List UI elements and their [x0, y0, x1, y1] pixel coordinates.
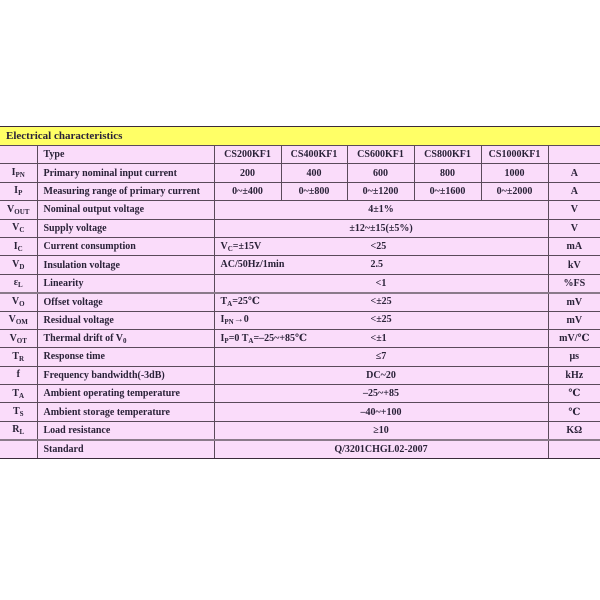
value-text: 2.5 — [370, 259, 383, 271]
parameter-name: Insulation voltage — [37, 256, 214, 274]
parameter-name: Frequency bandwidth(-3dB) — [37, 366, 214, 384]
condition-rest: =25℃ — [232, 296, 260, 308]
parameter-name: Standard — [37, 440, 214, 458]
symbol-subscript: R — [19, 354, 25, 363]
value-cell — [214, 256, 548, 274]
type-row — [0, 146, 600, 164]
symbol-subscript: D — [19, 263, 25, 272]
condition-main: I — [220, 314, 225, 326]
symbol-cell — [0, 311, 37, 329]
parameter-name: Ambient operating temperature — [37, 385, 214, 403]
value-cell: 4±1% — [214, 201, 548, 219]
condition-subscript: C — [227, 244, 233, 253]
unit-cell: A — [548, 182, 600, 200]
value-cell: 0~±2000 — [481, 182, 548, 200]
symbol-main: I — [14, 185, 19, 197]
parameter-name: Measuring range of primary current — [37, 182, 214, 200]
symbol-subscript: A — [19, 391, 25, 400]
condition-rest: =–25~+85℃ — [253, 332, 308, 344]
symbol-subscript: L — [19, 428, 25, 437]
parameter-name: Nominal output voltage — [37, 201, 214, 219]
symbol-cell — [0, 274, 37, 292]
model-header: CS1000KF1 — [481, 146, 548, 164]
table-row — [0, 385, 600, 403]
value-cell — [214, 329, 548, 347]
condition-subscript: P — [224, 336, 229, 345]
symbol-subscript: OT — [16, 336, 27, 345]
symbol-subscript: OUT — [14, 207, 30, 216]
value-cell: 0~±800 — [281, 182, 347, 200]
value-cell: ≥10 — [214, 421, 548, 439]
table-row — [0, 182, 600, 200]
symbol-cell — [0, 385, 37, 403]
unit-cell — [548, 146, 600, 164]
symbol-subscript: L — [18, 281, 23, 290]
value-cell: 400 — [281, 164, 347, 182]
condition-value-group — [221, 241, 544, 253]
symbol-cell — [0, 421, 37, 439]
parameter-name: Ambient storage temperature — [37, 403, 214, 421]
value-text: <±25 — [370, 314, 392, 326]
value-cell: 1000 — [481, 164, 548, 182]
symbol-main: V — [12, 259, 20, 271]
symbol-cell — [0, 182, 37, 200]
symbol-cell — [0, 237, 37, 255]
model-header: CS600KF1 — [347, 146, 414, 164]
condition-value-group — [221, 333, 544, 345]
symbol-main: V — [12, 222, 20, 234]
symbol-subscript: O — [19, 300, 25, 309]
parameter-name: Load resistance — [37, 421, 214, 439]
unit-cell: mV — [548, 311, 600, 329]
symbol-cell — [0, 219, 37, 237]
condition-subscript: A — [227, 300, 233, 309]
unit-cell: mV/℃ — [548, 329, 600, 347]
model-header: CS200KF1 — [214, 146, 281, 164]
condition-text — [221, 296, 371, 308]
condition-rest: →0 — [233, 314, 249, 326]
table-row — [0, 256, 600, 274]
unit-cell: A — [548, 164, 600, 182]
parameter-name — [37, 329, 214, 347]
symbol-subscript: P — [18, 189, 23, 198]
symbol-cell — [0, 293, 37, 311]
electrical-characteristics-table — [0, 126, 600, 459]
table-row — [0, 403, 600, 421]
parameter-name: Linearity — [37, 274, 214, 292]
table-row — [0, 440, 600, 458]
condition-main: I — [220, 332, 225, 344]
symbol-cell — [0, 164, 37, 182]
unit-cell — [548, 440, 600, 458]
parameter-name: Current consumption — [37, 237, 214, 255]
table-row — [0, 366, 600, 384]
table-row — [0, 237, 600, 255]
symbol-subscript: C — [19, 226, 25, 235]
table-title: Electrical characteristics — [0, 127, 600, 146]
table-row — [0, 293, 600, 311]
table-row — [0, 421, 600, 439]
value-cell: DC~20 — [214, 366, 548, 384]
condition-value-group — [221, 314, 544, 326]
symbol-cell — [0, 348, 37, 366]
value-cell: Q/3201CHGL02-2007 — [214, 440, 548, 458]
symbol-main: T — [12, 350, 20, 362]
table-row — [0, 274, 600, 292]
symbol-cell — [0, 403, 37, 421]
value-cell — [214, 237, 548, 255]
condition-text — [221, 259, 371, 271]
symbol-main: V — [7, 203, 15, 215]
value-cell: –25~+85 — [214, 385, 548, 403]
unit-cell: μs — [548, 348, 600, 366]
parameter-subscript: 0 — [123, 336, 127, 345]
symbol-main: V — [9, 332, 17, 344]
unit-cell: kV — [548, 256, 600, 274]
table-title-row — [0, 127, 600, 146]
parameter-name: Response time — [37, 348, 214, 366]
value-cell: 0~±400 — [214, 182, 281, 200]
parameter-name: Offset voltage — [37, 293, 214, 311]
value-cell: 600 — [347, 164, 414, 182]
value-text: <±25 — [370, 296, 392, 308]
unit-cell: V — [548, 219, 600, 237]
table-row — [0, 164, 600, 182]
model-header: CS800KF1 — [414, 146, 481, 164]
symbol-cell — [0, 329, 37, 347]
symbol-main: V — [11, 296, 20, 308]
condition-rest: =±15V — [232, 240, 262, 252]
condition-subscript: PN — [224, 318, 234, 327]
table-row — [0, 329, 600, 347]
unit-cell: ℃ — [548, 385, 600, 403]
value-cell: ≤7 — [214, 348, 548, 366]
symbol-subscript: C — [17, 244, 23, 253]
symbol-main: T — [12, 406, 20, 418]
unit-cell: mV — [548, 293, 600, 311]
value-cell: 800 — [414, 164, 481, 182]
value-cell: –40~+100 — [214, 403, 548, 421]
unit-cell: V — [548, 201, 600, 219]
value-cell: 0~±1200 — [347, 182, 414, 200]
condition-main: V — [220, 240, 228, 252]
condition-value-group — [221, 296, 544, 308]
condition-main: T — [220, 296, 228, 308]
symbol-subscript: PN — [15, 171, 25, 180]
symbol-main: V — [8, 314, 16, 326]
condition-subscript: A — [248, 336, 254, 345]
value-cell — [214, 311, 548, 329]
symbol-main: T — [12, 387, 20, 399]
symbol-main: R — [12, 424, 20, 436]
table-row — [0, 311, 600, 329]
symbol-cell — [0, 256, 37, 274]
symbol-subscript: OM — [15, 318, 28, 327]
table-row — [0, 219, 600, 237]
value-cell: <1 — [214, 274, 548, 292]
symbol-subscript: S — [19, 410, 24, 419]
type-label: Type — [37, 146, 214, 164]
value-cell: ±12~±15(±5%) — [214, 219, 548, 237]
value-cell — [214, 293, 548, 311]
table-row — [0, 201, 600, 219]
condition-text — [221, 333, 371, 345]
parameter-name: Residual voltage — [37, 311, 214, 329]
value-cell: 0~±1600 — [414, 182, 481, 200]
symbol-main: I — [11, 167, 16, 179]
symbol-main: I — [13, 240, 18, 252]
unit-cell: %FS — [548, 274, 600, 292]
condition-text — [221, 314, 371, 326]
parameter-text: Thermal drift of V — [43, 332, 124, 344]
symbol-cell — [0, 201, 37, 219]
symbol-main: ε — [13, 277, 19, 289]
model-header: CS400KF1 — [281, 146, 347, 164]
value-cell: 200 — [214, 164, 281, 182]
condition-rest: =0 T — [228, 332, 249, 344]
condition-text — [221, 241, 371, 253]
unit-cell: mA — [548, 237, 600, 255]
symbol-main: f — [16, 369, 20, 381]
value-text: <25 — [370, 240, 387, 252]
unit-cell: kHz — [548, 366, 600, 384]
unit-cell: KΩ — [548, 421, 600, 439]
table-body — [0, 164, 600, 458]
table-row — [0, 348, 600, 366]
unit-cell: ℃ — [548, 403, 600, 421]
parameter-name: Primary nominal input current — [37, 164, 214, 182]
condition-value-group — [221, 259, 544, 271]
value-text: <±1 — [370, 332, 387, 344]
condition-main: AC/50Hz/1min — [220, 259, 285, 271]
parameter-name: Supply voltage — [37, 219, 214, 237]
symbol-cell — [0, 146, 37, 164]
symbol-cell — [0, 440, 37, 458]
symbol-cell — [0, 366, 37, 384]
